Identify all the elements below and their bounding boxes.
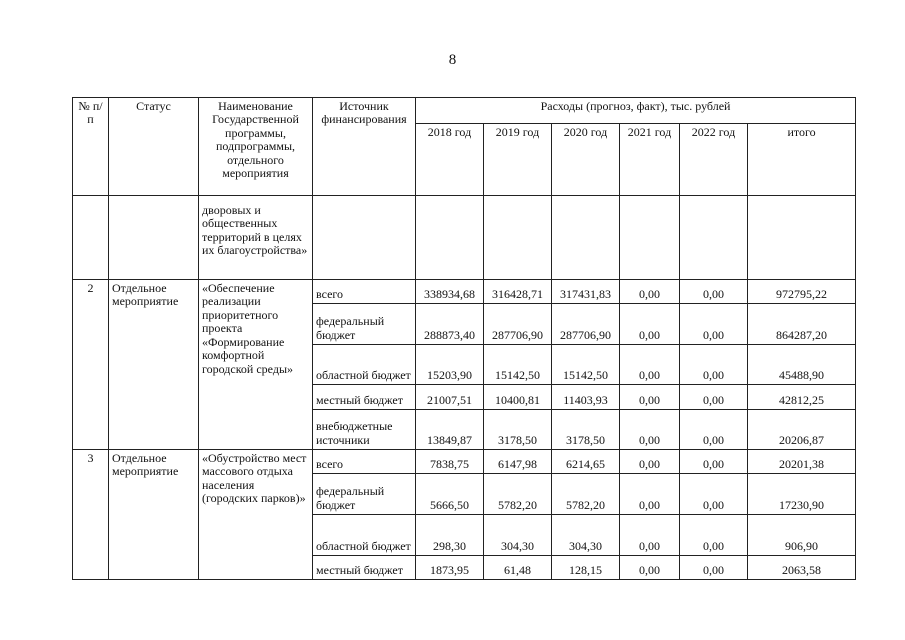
cell-total: 2063,58 <box>748 556 856 580</box>
cell-total: 17230,90 <box>748 474 856 515</box>
header-year: 2021 год <box>620 124 680 196</box>
row-status: Отдельное мероприятие <box>109 280 199 450</box>
cell-value: 3178,50 <box>484 410 552 450</box>
cell-total: 20206,87 <box>748 410 856 450</box>
cell-value: 0,00 <box>680 556 748 580</box>
cell-value: 13849,87 <box>416 410 484 450</box>
row-name: «Обустройство мест массового отдыха населения (городских парков)» <box>199 450 313 580</box>
header-expenses: Расходы (прогноз, факт), тыс. рублей <box>416 98 856 124</box>
header-name: Наименование Государственной программы, подпрограммы, отдельного мероприятия <box>199 98 313 196</box>
cell-value: 0,00 <box>620 474 680 515</box>
cell-value: 298,30 <box>416 515 484 556</box>
cell-value: 3178,50 <box>552 410 620 450</box>
row-name: «Обеспечение реализации приоритетного проекта «Формирование комфортной городской среды» <box>199 280 313 450</box>
row-number: 2 <box>73 280 109 450</box>
row-source: федеральный бюджет <box>313 474 416 515</box>
continuation-name: дворовых и общественных территорий в целях их благоустройства» <box>199 196 313 280</box>
header-year: 2020 год <box>552 124 620 196</box>
cell-value: 287706,90 <box>552 304 620 345</box>
row-source: местный бюджет <box>313 385 416 410</box>
row-source: областной бюджет <box>313 515 416 556</box>
cell-total: 864287,20 <box>748 304 856 345</box>
header-num: № п/п <box>73 98 109 196</box>
table-row <box>73 196 856 280</box>
cell-value: 0,00 <box>680 410 748 450</box>
cell-value: 1873,95 <box>416 556 484 580</box>
row-source: всего <box>313 280 416 304</box>
cell-value: 61,48 <box>484 556 552 580</box>
cell-total: 906,90 <box>748 515 856 556</box>
cell-value: 0,00 <box>680 515 748 556</box>
row-source: областной бюджет <box>313 345 416 385</box>
cell-value: 15203,90 <box>416 345 484 385</box>
cell-total: 20201,38 <box>748 450 856 474</box>
cell-value: 0,00 <box>680 304 748 345</box>
row-number: 3 <box>73 450 109 580</box>
cell-value: 0,00 <box>620 410 680 450</box>
cell-value: 11403,93 <box>552 385 620 410</box>
cell-value: 0,00 <box>680 385 748 410</box>
cell-total: 972795,22 <box>748 280 856 304</box>
header-year: 2018 год <box>416 124 484 196</box>
cell-value: 0,00 <box>620 385 680 410</box>
cell-value: 0,00 <box>620 280 680 304</box>
cell-value: 5782,20 <box>552 474 620 515</box>
cell-total: 42812,25 <box>748 385 856 410</box>
cell-value: 304,30 <box>552 515 620 556</box>
header-total: итого <box>748 124 856 196</box>
table-row <box>73 280 856 304</box>
cell-value: 5782,20 <box>484 474 552 515</box>
row-source: всего <box>313 450 416 474</box>
cell-value: 0,00 <box>680 450 748 474</box>
cell-value: 0,00 <box>680 474 748 515</box>
cell-value: 15142,50 <box>552 345 620 385</box>
cell-value: 304,30 <box>484 515 552 556</box>
cell-value: 0,00 <box>620 450 680 474</box>
cell-total: 45488,90 <box>748 345 856 385</box>
cell-value: 7838,75 <box>416 450 484 474</box>
page-number: 8 <box>448 52 457 68</box>
table-row <box>73 450 856 474</box>
cell-value: 317431,83 <box>552 280 620 304</box>
cell-value: 0,00 <box>620 304 680 345</box>
header-status: Статус <box>109 98 199 196</box>
cell-value: 0,00 <box>620 515 680 556</box>
cell-value: 15142,50 <box>484 345 552 385</box>
row-source: местный бюджет <box>313 556 416 580</box>
cell-value: 0,00 <box>620 556 680 580</box>
cell-value: 10400,81 <box>484 385 552 410</box>
cell-value: 128,15 <box>552 556 620 580</box>
cell-value: 5666,50 <box>416 474 484 515</box>
cell-value: 338934,68 <box>416 280 484 304</box>
cell-value: 0,00 <box>620 345 680 385</box>
cell-value: 288873,40 <box>416 304 484 345</box>
cell-value: 6147,98 <box>484 450 552 474</box>
cell-value: 21007,51 <box>416 385 484 410</box>
cell-value: 316428,71 <box>484 280 552 304</box>
header-year: 2022 год <box>680 124 748 196</box>
cell-value: 6214,65 <box>552 450 620 474</box>
header-source: Источник финансирования <box>313 98 416 196</box>
row-status: Отдельное мероприятие <box>109 450 199 580</box>
cell-value: 0,00 <box>680 345 748 385</box>
cell-value: 0,00 <box>680 280 748 304</box>
header-year: 2019 год <box>484 124 552 196</box>
row-source: федеральный бюджет <box>313 304 416 345</box>
cell-value: 287706,90 <box>484 304 552 345</box>
row-source: внебюджетные источники <box>313 410 416 450</box>
expenses-table <box>72 97 856 580</box>
